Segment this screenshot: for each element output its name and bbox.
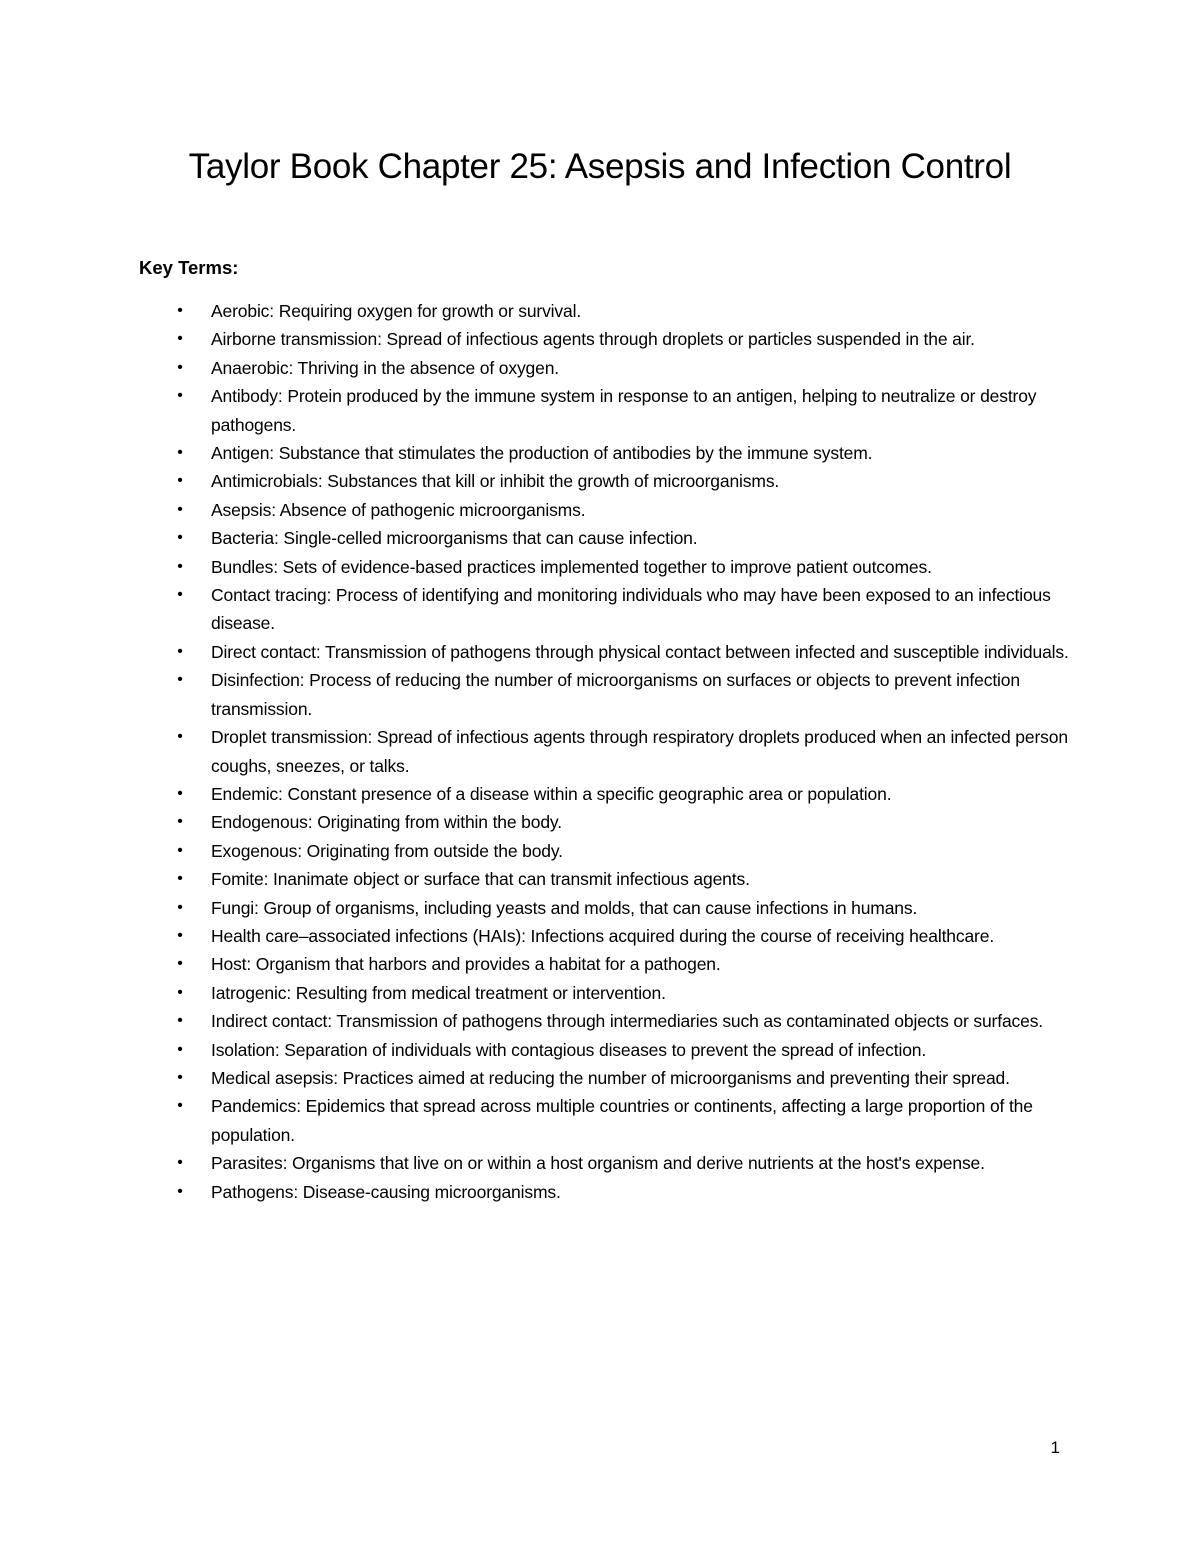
bullet-icon: • [177,671,183,689]
bullet-icon: • [177,898,183,916]
term-text: Direct contact: Transmission of pathogens through physical contact between infected and susceptible individuals. [211,641,1069,662]
term-text: Iatrogenic: Resulting from medical treatment or intervention. [211,982,666,1003]
bullet-icon: • [177,1012,183,1030]
term-text: Aerobic: Requiring oxygen for growth or survival. [211,301,582,321]
term-text: Host: Organism that harbors and provides a habitat for a pathogen. [211,954,721,975]
term-text: Antigen: Substance that stimulates the production of antibodies by the immune system. [211,443,873,464]
term-text: Parasites: Organisms that live on or within a host organism and derive nutrients at the host's expense. [211,1153,985,1174]
document-title: Taylor Book Chapter 25: Asepsis and Infection Control [188,147,1012,186]
list-item [139,496,1069,524]
list-item [139,354,1069,382]
list-item [139,439,1069,467]
list-item [139,382,1069,439]
term-text: Droplet transmission: Spread of infectious agents through respiratory droplets produced when an infected person coughs, sneezes, or talks. [211,727,1068,776]
bullet-icon: • [177,813,183,831]
bullet-icon: • [177,1068,183,1086]
term-text: Fungi: Group of organisms, including yeasts and molds, that can cause infections in humans. [211,897,918,918]
bullet-icon: • [177,983,183,1001]
term-text: Fomite: Inanimate object or surface that can transmit infectious agents. [211,869,750,890]
bullet-icon: • [177,728,183,746]
bullet-icon: • [177,302,183,319]
term-text: Airborne transmission: Spread of infectious agents through droplets or particles suspended in the air. [211,329,975,350]
term-text: Bundles: Sets of evidence-based practices implemented together to improve patient outcomes. [211,556,932,577]
bullet-icon: • [177,784,183,802]
term-text: Asepsis: Absence of pathogenic microorganisms. [211,499,586,520]
bullet-icon: • [177,330,183,348]
term-text: Exogenous: Originating from outside the body. [211,840,563,861]
key-terms-list [139,297,1069,1206]
list-item [139,894,1069,922]
list-item [139,837,1069,865]
list-item [139,1149,1069,1177]
list-item [139,1036,1069,1064]
list-item [139,325,1069,353]
bullet-icon: • [177,926,183,944]
bullet-icon: • [177,642,183,660]
list-item [139,1178,1069,1206]
term-text: Pandemics: Epidemics that spread across multiple countries or continents, affecting a large proportion of the population. [211,1096,1033,1145]
term-text: Indirect contact: Transmission of pathogens through intermediaries such as contaminated objects or surfaces. [211,1011,1044,1032]
term-text: Anaerobic: Thriving in the absence of oxygen. [211,357,560,378]
page-number: 1 [1050,1438,1060,1457]
list-item [139,979,1069,1007]
term-text: Disinfection: Process of reducing the number of microorganisms on surfaces or objects to prevent infection transmission. [211,670,1020,719]
list-item [139,1007,1069,1035]
bullet-icon: • [177,1097,183,1115]
list-item [139,666,1069,723]
bullet-icon: • [177,529,183,547]
list-item [139,808,1069,836]
term-text: Contact tracing: Process of identifying and monitoring individuals who may have been exposed to an infectious disease. [211,585,1051,634]
bullet-icon: • [177,1154,183,1172]
bullet-icon: • [177,557,183,575]
term-text: Antibody: Protein produced by the immune system in response to an antigen, helping to neutralize or destroy pathogens. [211,386,1037,435]
bullet-icon: • [177,1182,183,1200]
bullet-icon: • [177,841,183,859]
list-item [139,467,1069,495]
term-text: Endogenous: Originating from within the body. [211,812,562,833]
term-text: Endemic: Constant presence of a disease within a specific geographic area or population. [211,783,892,804]
bullet-icon: • [177,358,183,376]
term-text: Isolation: Separation of individuals with contagious diseases to prevent the spread of infection. [211,1039,927,1060]
list-item [139,297,1069,325]
list-item [139,922,1069,950]
term-text: Pathogens: Disease-causing microorganisms. [211,1181,561,1202]
list-item [139,1092,1069,1149]
term-text: Bacteria: Single-celled microorganisms that can cause infection. [211,528,698,549]
list-item [139,1064,1069,1092]
term-text: Medical asepsis: Practices aimed at reducing the number of microorganisms and preventing their spread. [211,1067,1010,1088]
list-item [139,638,1069,666]
term-text: Health care–associated infections (HAIs): Infections acquired during the course of receiving healthcare. [211,925,995,946]
bullet-icon: • [177,955,183,973]
key-terms-heading: Key Terms: [139,257,239,278]
bullet-icon: • [177,500,183,518]
list-item [139,581,1069,638]
list-item [139,950,1069,978]
list-item [139,780,1069,808]
list-item [139,524,1069,552]
bullet-icon: • [177,472,183,490]
bullet-icon: • [177,1040,183,1058]
bullet-icon: • [177,444,183,462]
list-item [139,865,1069,893]
term-text: Antimicrobials: Substances that kill or inhibit the growth of microorganisms. [211,471,780,492]
list-item [139,553,1069,581]
bullet-icon: • [177,387,183,405]
bullet-icon: • [177,586,183,604]
list-item [139,723,1069,780]
bullet-icon: • [177,870,183,888]
